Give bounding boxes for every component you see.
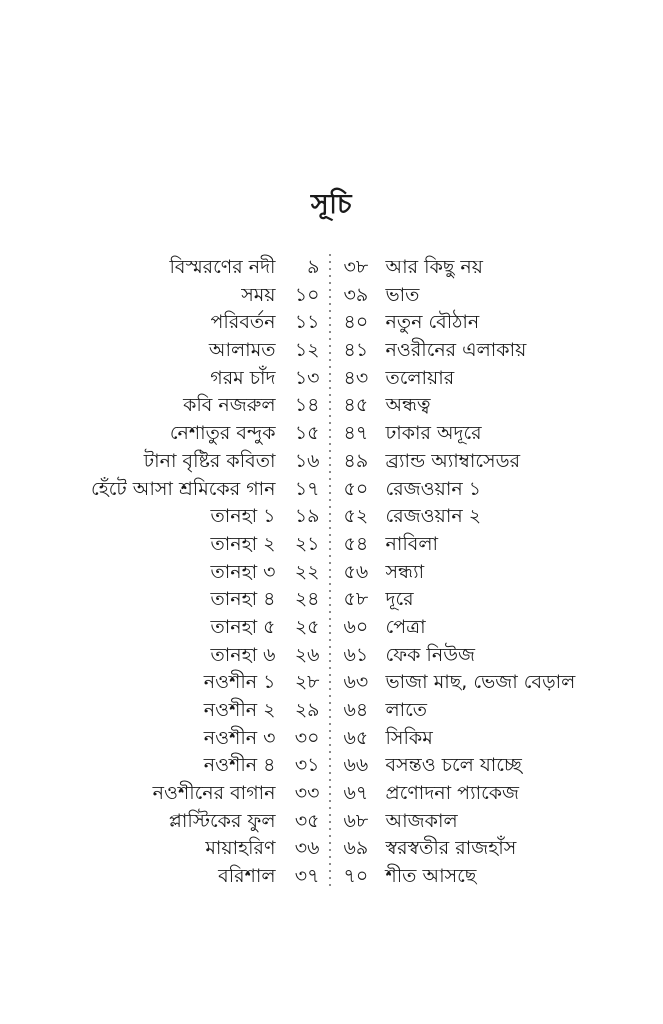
- entry-title: বরিশাল: [218, 865, 276, 888]
- toc-row: [153, 780, 320, 808]
- toc-row: [170, 420, 320, 448]
- toc-row: [205, 835, 319, 863]
- entry-page-number: ১৭: [294, 477, 320, 500]
- entry-title: তানহা ৪: [210, 588, 276, 611]
- toc-row: [344, 448, 521, 476]
- entry-page-number: ৩৬: [294, 837, 320, 860]
- entry-page-number: ১২: [294, 339, 320, 362]
- entry-page-number: ৪৫: [343, 394, 369, 417]
- entry-title: নাবিলা: [385, 532, 439, 555]
- toc-row: [209, 337, 320, 365]
- entry-page-number: ৯: [307, 256, 320, 278]
- entry-page-number: ২৪: [294, 588, 320, 611]
- entry-page-number: ৩৫: [294, 809, 320, 832]
- toc-row: [344, 365, 455, 393]
- entry-page-number: ১৫: [294, 422, 320, 445]
- entry-title: সন্ধ্যা: [385, 560, 425, 583]
- entry-title: আর কিছু নয়: [385, 256, 483, 278]
- entry-page-number: ৩১: [294, 754, 320, 777]
- entry-title: ভাত: [385, 283, 420, 306]
- entry-title: তানহা ৩: [210, 560, 276, 583]
- entry-page-number: ৭০: [343, 865, 369, 888]
- toc-row: [91, 476, 320, 504]
- toc-column-right: [331, 254, 663, 891]
- toc-row: [344, 531, 439, 559]
- toc-column-left: [1, 254, 329, 891]
- toc-row: [344, 503, 482, 531]
- entry-page-number: ৩৯: [343, 283, 369, 306]
- entry-title: দূরে: [385, 588, 414, 611]
- entry-page-number: ৬৯: [343, 837, 369, 860]
- entry-page-number: ৬৪: [343, 699, 369, 721]
- toc-row: [344, 697, 428, 725]
- entry-title: নেশাতুর বন্দুক: [169, 422, 276, 445]
- toc-row: [211, 531, 320, 559]
- entry-page-number: ৪০: [343, 311, 369, 334]
- toc-row: [211, 559, 320, 587]
- entry-page-number: ২৮: [294, 671, 320, 694]
- toc-row: [344, 282, 420, 310]
- toc-row: [344, 725, 433, 753]
- entry-title: কবি নজরুল: [183, 394, 276, 417]
- entry-page-number: ৬৩: [343, 671, 369, 694]
- entry-title: গরম চাঁদ: [210, 366, 276, 389]
- entry-title: নওরীনের এলাকায়: [385, 339, 527, 362]
- entry-title: ভাজা মাছ, ভেজা বেড়াল: [385, 671, 576, 694]
- entry-title: বিস্মরণের নদী: [169, 256, 276, 278]
- entry-title: সময়: [241, 283, 276, 306]
- toc-row: [344, 835, 517, 863]
- entry-title: রেজওয়ান ২: [385, 505, 482, 528]
- toc-row: [211, 309, 320, 337]
- entry-title: তানহা ৬: [210, 643, 276, 666]
- toc-title: সূচি: [310, 189, 353, 220]
- toc-row: [344, 614, 426, 642]
- toc-row: [344, 476, 482, 504]
- entry-title: তানহা ২: [210, 532, 276, 555]
- entry-page-number: ৫৬: [343, 560, 369, 583]
- toc-row: [210, 365, 319, 393]
- entry-page-number: ৬৮: [343, 809, 369, 832]
- entry-page-number: ২১: [294, 532, 320, 555]
- toc-row: [344, 337, 527, 365]
- toc-row: [344, 392, 431, 420]
- entry-page-number: ৫৮: [343, 588, 369, 611]
- entry-title: শীত আসছে: [385, 865, 477, 888]
- entry-page-number: ৪৭: [343, 422, 369, 445]
- entry-page-number: ১৬: [294, 449, 320, 472]
- entry-page-number: ৫২: [343, 505, 369, 528]
- entry-page-number: ২৯: [294, 699, 320, 721]
- toc-row: [344, 642, 476, 670]
- toc-row: [344, 669, 576, 697]
- entry-title: মায়াহরিণ: [205, 837, 276, 860]
- toc-table: [0, 254, 663, 891]
- entry-title: নতুন বৌঠান: [385, 311, 480, 334]
- entry-title: নওশীনের বাগান: [152, 782, 276, 805]
- entry-page-number: ২২: [294, 560, 320, 583]
- entry-title: লাতে: [385, 699, 428, 721]
- entry-title: তলোয়ার: [385, 366, 455, 389]
- entry-title: তানহা ৫: [210, 615, 276, 638]
- entry-title: অন্ধত্ব: [385, 394, 431, 417]
- toc-row: [204, 725, 320, 753]
- entry-title: প্লাস্টিকের ফুল: [168, 809, 276, 832]
- entry-title: আজকাল: [385, 809, 458, 832]
- entry-title: নওশীন ৪: [203, 754, 276, 777]
- entry-page-number: ৬০: [343, 615, 369, 638]
- entry-page-number: ৩৮: [343, 256, 369, 278]
- entry-title: তানহা ১: [210, 505, 276, 528]
- entry-page-number: ১৯: [294, 505, 320, 528]
- entry-page-number: ১০: [294, 283, 320, 306]
- toc-row: [344, 780, 520, 808]
- entry-title: নওশীন ২: [203, 699, 276, 721]
- entry-page-number: ৫০: [343, 477, 369, 500]
- entry-page-number: ৬৫: [343, 726, 369, 749]
- toc-row: [218, 863, 319, 891]
- toc-row: [169, 254, 319, 282]
- entry-title: আলামত: [208, 339, 276, 362]
- entry-page-number: ৪৯: [343, 449, 369, 472]
- toc-row: [344, 254, 483, 282]
- entry-title: প্রণোদনা প্যাকেজ: [385, 782, 520, 805]
- entry-page-number: ২৬: [294, 643, 320, 666]
- toc-row: [211, 614, 320, 642]
- toc-row: [344, 752, 522, 780]
- entry-title: নওশীন ৩: [203, 726, 276, 749]
- entry-page-number: ৩০: [294, 726, 320, 749]
- entry-page-number: ৬৭: [343, 782, 369, 805]
- toc-row: [344, 586, 414, 614]
- entry-title: রেজওয়ান ১: [385, 477, 482, 500]
- entry-title: টানা বৃষ্টির কবিতা: [143, 449, 276, 472]
- toc-row: [344, 309, 480, 337]
- entry-title: বসন্তও চলে যাচ্ছে: [385, 754, 522, 777]
- entry-title: ঢাকার অদূরে: [385, 422, 482, 445]
- toc-row: [344, 808, 458, 836]
- entry-title: সিকিম: [385, 726, 433, 749]
- toc-row: [344, 863, 477, 891]
- toc-row: [169, 808, 320, 836]
- toc-row: [144, 448, 320, 476]
- toc-row: [204, 697, 320, 725]
- entry-page-number: ৩৩: [294, 782, 320, 805]
- entry-page-number: ১৪: [294, 394, 320, 417]
- toc-row: [204, 669, 320, 697]
- entry-page-number: ২৫: [294, 615, 320, 638]
- entry-title: পেত্রা: [385, 615, 426, 638]
- entry-page-number: ৩৭: [294, 865, 320, 888]
- toc-row: [211, 503, 320, 531]
- entry-page-number: ৪১: [343, 339, 369, 362]
- entry-page-number: ১৩: [294, 366, 320, 389]
- entry-title: ফেক নিউজ: [385, 643, 476, 666]
- toc-row: [241, 282, 319, 310]
- entry-page-number: ১১: [294, 311, 320, 334]
- entry-title: স্বরস্বতীর রাজহাঁস: [385, 837, 517, 860]
- toc-row: [344, 420, 482, 448]
- toc-row: [204, 752, 320, 780]
- entry-page-number: ৫৪: [343, 532, 369, 555]
- toc-row: [344, 559, 425, 587]
- entry-page-number: ৪৩: [343, 366, 369, 389]
- entry-page-number: ৬১: [343, 643, 369, 666]
- toc-row: [211, 642, 320, 670]
- entry-title: পরিবর্তন: [210, 311, 276, 334]
- entry-page-number: ৬৬: [343, 754, 369, 777]
- entry-title: হেঁটে আসা শ্রমিকের গান: [91, 477, 276, 500]
- entry-title: ব্র্যান্ড অ্যাম্বাসেডর: [385, 449, 521, 472]
- toc-row: [183, 392, 319, 420]
- entry-title: নওশীন ১: [203, 671, 276, 694]
- toc-row: [211, 586, 320, 614]
